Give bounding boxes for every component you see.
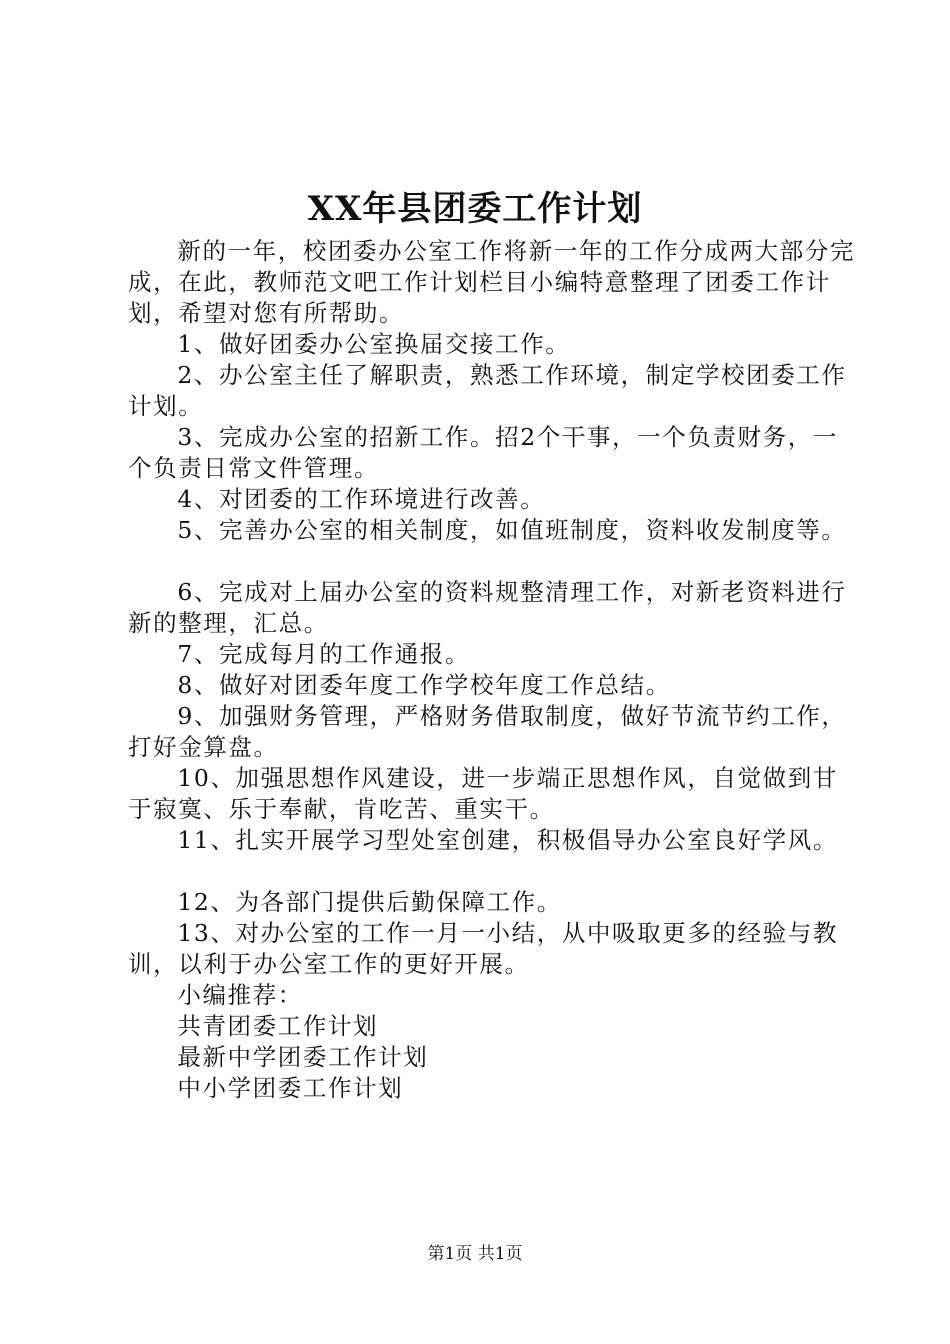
plan-item-6: 6、完成对上届办公室的资料规整清理工作，对新老资料进行新的整理，汇总。 <box>128 578 847 637</box>
plan-item-11: 11、扎实开展学习型处室创建，积极倡导办公室良好学风。 <box>177 826 838 854</box>
document-title: XX年县团委工作计划 <box>307 189 643 229</box>
document-body <box>128 236 858 1104</box>
recommend-link-2[interactable]: 最新中学团委工作计划 <box>177 1043 429 1071</box>
intro-paragraph: 新的一年，校团委办公室工作将新一年的工作分成两大部分完成，在此，教师范文吧工作计划栏目小编特意整理了团委工作计划，希望对您有所帮助。 <box>128 237 856 327</box>
plan-item-12: 12、为各部门提供后勤保障工作。 <box>177 888 562 916</box>
plan-item-5: 5、完善办公室的相关制度，如值班制度，资料收发制度等。 <box>177 516 847 544</box>
plan-item-10: 10、加强思想作风建设，进一步端正思想作风，自觉做到甘于寂寞、乐于奉献，肯吃苦、重实干。 <box>128 764 838 823</box>
plan-item-2: 2、办公室主任了解职责，熟悉工作环境，制定学校团委工作计划。 <box>128 361 847 420</box>
recommend-label: 小编推荐： <box>177 981 303 1009</box>
recommend-link-1[interactable]: 共青团委工作计划 <box>177 1012 379 1040</box>
plan-item-7: 7、完成每月的工作通报。 <box>177 640 470 668</box>
plan-item-8: 8、做好对团委年度工作学校年度工作总结。 <box>177 671 671 699</box>
plan-item-3: 3、完成办公室的招新工作。招2个干事，一个负责财务，一个负责日常文件管理。 <box>128 423 838 482</box>
plan-item-4: 4、对团委的工作环境进行改善。 <box>177 485 546 513</box>
page-footer: 第1页 共1页 <box>427 1244 523 1264</box>
plan-item-9: 9、加强财务管理，严格财务借取制度，做好节流节约工作，打好金算盘。 <box>128 702 847 761</box>
recommend-link-3[interactable]: 中小学团委工作计划 <box>177 1074 404 1102</box>
plan-item-1: 1、做好团委办公室换届交接工作。 <box>177 330 571 358</box>
plan-item-13: 13、对办公室的工作一月一小结，从中吸取更多的经验与教训，以利于办公室工作的更好开展。 <box>128 919 838 978</box>
